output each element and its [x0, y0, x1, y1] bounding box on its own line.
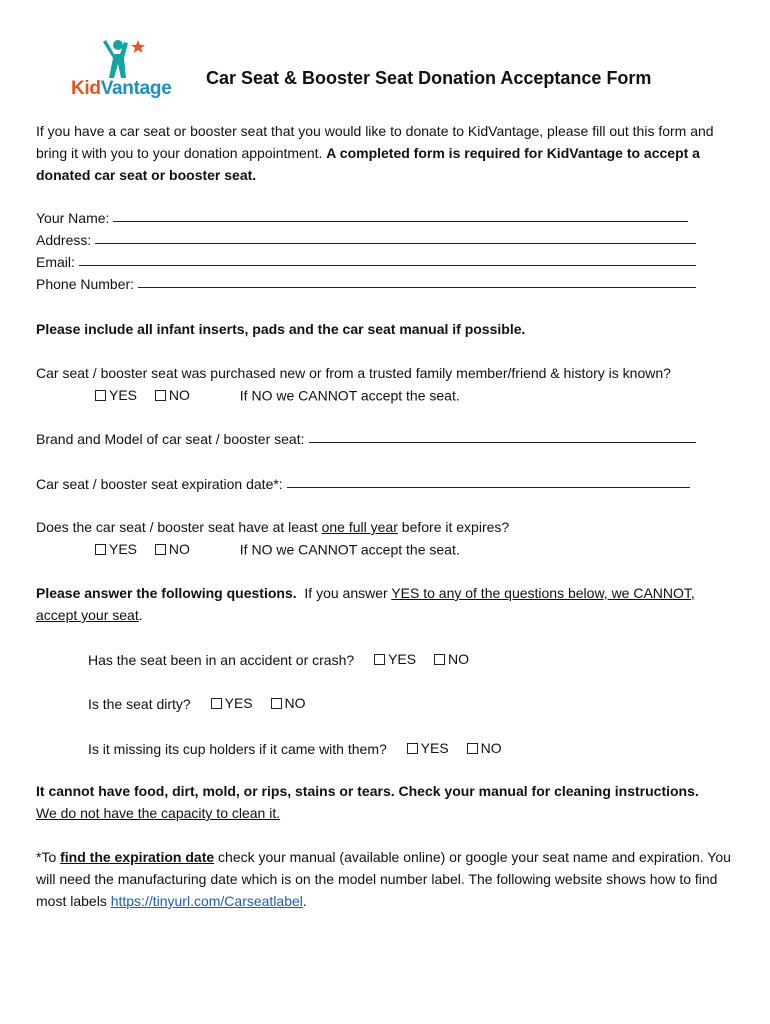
- question-yes-option[interactable]: [407, 737, 449, 759]
- answer-underlined-1: YES to any of the questions below, we CANNOT,: [391, 585, 695, 601]
- answer-post: .: [138, 607, 143, 623]
- email-label: Email:: [36, 254, 75, 270]
- logo-figure-icon: [68, 38, 178, 82]
- question-row: [88, 737, 516, 760]
- name-field-row: [36, 207, 696, 229]
- question-yes-label: YES: [224, 695, 253, 711]
- expiration-label: Car seat / booster seat expiration date*:: [36, 476, 283, 492]
- answer-instructions: [36, 582, 736, 626]
- footnote-text: check your manual (available online) or google your seat name and expiration. You will need the manufacturing date which is on the model number label. The following website shows how to find most labels: [36, 849, 731, 909]
- question-yes-checkbox[interactable]: [374, 654, 385, 665]
- q2-underlined: one full year: [321, 519, 398, 535]
- q2-yes-checkbox[interactable]: [95, 544, 106, 555]
- expiration-field-row: [36, 473, 690, 495]
- question-no-checkbox[interactable]: [271, 698, 282, 709]
- q2-no-checkbox[interactable]: [155, 544, 166, 555]
- footnote-pre: *To: [36, 849, 57, 865]
- phone-label: Phone Number:: [36, 276, 135, 292]
- question-yes-option[interactable]: [211, 692, 253, 714]
- question-no-label: NO: [284, 695, 306, 711]
- q2-pre: Does the car seat / booster seat have at least: [36, 519, 318, 535]
- question-row: [88, 692, 320, 715]
- q1-yes-label: YES: [109, 387, 138, 403]
- name-field[interactable]: [113, 207, 688, 222]
- question-no-label: NO: [480, 740, 502, 756]
- carseat-label-link[interactable]: https://tinyurl.com/Carseatlabel: [110, 893, 303, 909]
- cleaning-bold: It cannot have food, dirt, mold, or rips, stains or tears. Check your manual for cleaning instructions.: [36, 783, 699, 799]
- cleaning-note: [36, 780, 726, 824]
- q2-no-option[interactable]: [155, 538, 190, 560]
- question-no-option[interactable]: [434, 648, 469, 670]
- email-field-row: [36, 251, 696, 273]
- address-field[interactable]: [95, 229, 696, 244]
- question-yes-label: YES: [420, 740, 449, 756]
- expiration-footnote: [36, 846, 731, 912]
- brand-label: Brand and Model of car seat / booster seat:: [36, 431, 305, 447]
- q2-no-label: NO: [168, 541, 190, 557]
- q2-yes-option[interactable]: [95, 538, 137, 560]
- question-yes-checkbox[interactable]: [211, 698, 222, 709]
- question-yes-checkbox[interactable]: [407, 743, 418, 754]
- footnote-bold-underlined: find the expiration date: [60, 849, 215, 865]
- logo-vantage: Vantage: [100, 78, 172, 99]
- answer-underlined-2: accept your seat: [36, 607, 139, 623]
- q1-no-option[interactable]: [155, 384, 190, 406]
- q1-yes-option[interactable]: [95, 384, 137, 406]
- intro-bold-text: A completed form is required for KidVantage to accept a donated car seat or booster seat.: [36, 145, 700, 183]
- q2-options: [95, 538, 460, 561]
- q2-text: [36, 516, 509, 538]
- logo-kid: Kid: [71, 78, 101, 99]
- q1-text: Car seat / booster seat was purchased new or from a trusted family member/friend & history is known?: [36, 365, 671, 381]
- answer-pre: If you answer: [304, 585, 388, 601]
- question-no-option[interactable]: [271, 692, 306, 714]
- q1-no-checkbox[interactable]: [155, 390, 166, 401]
- question-no-checkbox[interactable]: [467, 743, 478, 754]
- question-no-label: NO: [447, 651, 469, 667]
- q1-note: If NO we CANNOT accept the seat.: [239, 387, 460, 404]
- q1-no-label: NO: [168, 387, 190, 403]
- q1-options: [95, 384, 460, 407]
- footnote-post: .: [302, 893, 307, 909]
- answer-bold: Please answer the following questions.: [36, 585, 297, 601]
- name-label: Your Name:: [36, 210, 110, 226]
- q2-yes-label: YES: [109, 541, 138, 557]
- brand-field[interactable]: [309, 428, 697, 443]
- question-text: Is the seat dirty?: [88, 695, 191, 712]
- q2-post: before it expires?: [401, 519, 510, 535]
- cleaning-underlined: We do not have the capacity to clean it.: [36, 805, 281, 821]
- question-yes-label: YES: [388, 651, 417, 667]
- question-no-option[interactable]: [467, 737, 502, 759]
- expiration-field[interactable]: [287, 473, 690, 488]
- question-text: Is it missing its cup holders if it came with them?: [88, 740, 387, 757]
- intro-text: If you have a car seat or booster seat that you would like to donate to KidVantage, please fill out this form and bring it with you to your donation appointment.: [36, 123, 714, 161]
- question-yes-option[interactable]: [374, 648, 416, 670]
- q1-yes-checkbox[interactable]: [95, 390, 106, 401]
- phone-field-row: [36, 273, 696, 295]
- email-field[interactable]: [79, 251, 696, 266]
- q2-note: If NO we CANNOT accept the seat.: [239, 541, 460, 558]
- address-field-row: [36, 229, 696, 251]
- address-label: Address:: [36, 232, 92, 248]
- question-row: [88, 648, 483, 671]
- kidvantage-logo: [68, 38, 178, 104]
- inserts-note: Please include all infant inserts, pads and the car seat manual if possible.: [36, 321, 526, 337]
- phone-field[interactable]: [138, 273, 696, 288]
- brand-field-row: [36, 428, 696, 450]
- question-no-checkbox[interactable]: [434, 654, 445, 665]
- question-text: Has the seat been in an accident or crash?: [88, 651, 355, 668]
- intro-paragraph: [36, 120, 726, 186]
- page-title: Car Seat & Booster Seat Donation Acceptance Form: [206, 68, 652, 88]
